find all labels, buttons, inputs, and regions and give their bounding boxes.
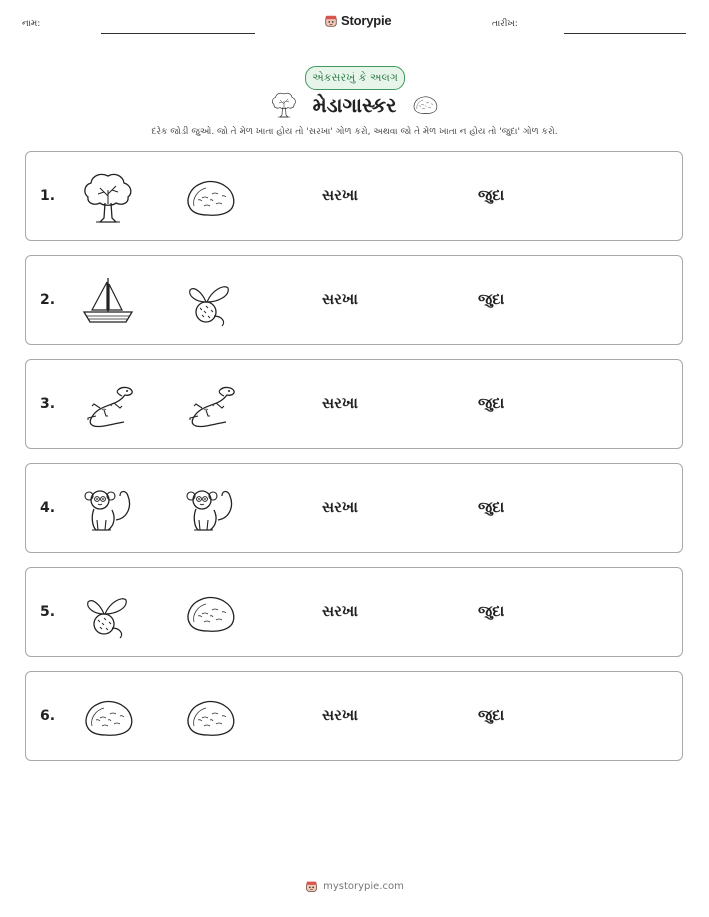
lychee-icon [78, 584, 138, 642]
name-label: નામ: [22, 19, 41, 29]
baobab-tree-icon [78, 168, 138, 226]
rock-icon [180, 584, 240, 642]
question-row [25, 359, 683, 449]
question-row [25, 255, 683, 345]
title-row [0, 90, 709, 119]
mouse-lemur-icon [180, 480, 240, 538]
lizard-icon [78, 376, 138, 434]
option-different[interactable]: જુદા [478, 394, 505, 412]
question-number: 5. [40, 604, 56, 620]
lychee-icon [180, 272, 240, 330]
option-different[interactable]: જુદા [478, 186, 505, 204]
question-number: 2. [40, 292, 56, 308]
baobab-tree-icon [269, 90, 299, 119]
mouse-lemur-icon [78, 480, 138, 538]
option-same[interactable]: સરખા [322, 394, 358, 412]
footer-site[interactable]: mystorypie.com [323, 881, 404, 892]
option-different[interactable]: જુદા [478, 498, 505, 516]
date-label: તારીખ: [492, 19, 518, 29]
option-same[interactable]: સરખા [322, 498, 358, 516]
date-field[interactable] [564, 33, 686, 34]
question-number: 1. [40, 188, 56, 204]
footer [0, 880, 709, 893]
option-different[interactable]: જુદા [478, 290, 505, 308]
sailboat-icon [78, 272, 138, 330]
lizard-icon [180, 376, 240, 434]
question-row [25, 567, 683, 657]
option-same[interactable]: સરખા [322, 706, 358, 724]
brand-name: Storypie [341, 13, 392, 28]
rock-icon [410, 90, 440, 119]
rock-icon [180, 688, 240, 746]
name-field[interactable] [101, 33, 255, 34]
instructions: દરેક જોડી જુઓ. જો તે મેળ ખાતા હોય તો 'સરખા' ગોળ કરો, અથવા જો તે મેળ ખાતા ન હોય તો 'જુદા' ગોળ કરો. [151, 127, 558, 137]
brand-logo [324, 13, 391, 28]
question-row [25, 151, 683, 241]
option-same[interactable]: સરખા [322, 602, 358, 620]
activity-badge: એકસરખું કે અલગ [305, 66, 405, 90]
option-same[interactable]: સરખા [322, 290, 358, 308]
rock-icon [78, 688, 138, 746]
storypie-mascot-icon [305, 880, 318, 893]
storypie-mascot-icon [324, 14, 338, 28]
question-row [25, 671, 683, 761]
question-row [25, 463, 683, 553]
question-number: 4. [40, 500, 56, 516]
option-different[interactable]: જુદા [478, 602, 505, 620]
page-title: મેડાગાસ્કર [312, 92, 397, 117]
rock-icon [180, 168, 240, 226]
option-different[interactable]: જુદા [478, 706, 505, 724]
question-number: 3. [40, 396, 56, 412]
option-same[interactable]: સરખા [322, 186, 358, 204]
question-number: 6. [40, 708, 56, 724]
